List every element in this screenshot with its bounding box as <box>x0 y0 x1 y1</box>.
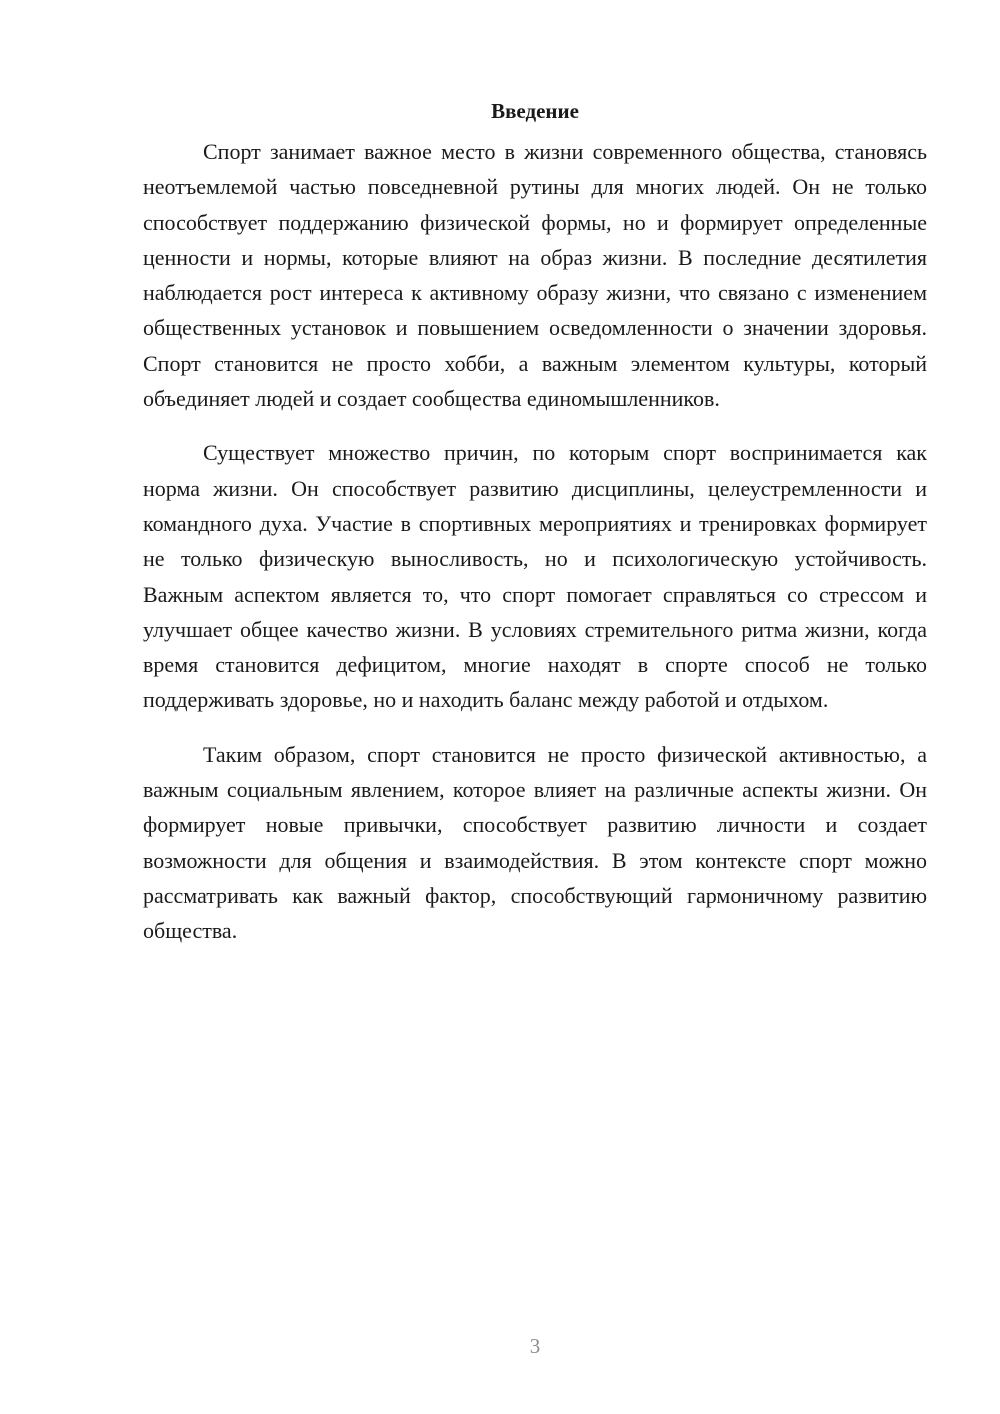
page-content <box>143 96 927 968</box>
paragraph-1: Спорт занимает важное место в жизни современного общества, становясь неотъемлемой частью повседневной рутины для многих людей. Он не только способствует поддержанию физической формы, но и формирует определенные ценности и нормы, которые влияют на образ жизни. В последние десятилетия наблюдается рост интереса к активному образу жизни, что связано с изменением общественных установок и повышением осведомленности о значении здоровья. Спорт становится не просто хобби, а важным элементом культуры, который объединяет людей и создает сообщества единомышленников. <box>143 139 927 412</box>
page-number: 3 <box>529 1334 541 1358</box>
paragraph-3: Таким образом, спорт становится не просто физической активностью, а важным социальным явлением, которое влияет на различные аспекты жизни. Он формирует новые привычки, способствует развитию личности и создает возможности для общения и взаимодействия. В этом контексте спорт можно рассматривать как важный фактор, способствующий гармоничному развитию общества. <box>143 741 927 944</box>
section-title: Введение <box>491 99 579 123</box>
paragraph-2: Существует множество причин, по которым спорт воспринимается как норма жизни. Он способствует развитию дисциплины, целеустремленности и командного духа. Участие в спортивных мероприятиях и тренировках формирует не только физическую выносливость, но и психологическую устойчивость. Важным аспектом является то, что спорт помогает справляться со стрессом и улучшает общее качество жизни. В условиях стремительного ритма жизни, когда время становится дефицитом, многие находят в спорте способ не только поддерживать здоровье, но и находить баланс между работой и отдыхом. <box>143 440 927 713</box>
